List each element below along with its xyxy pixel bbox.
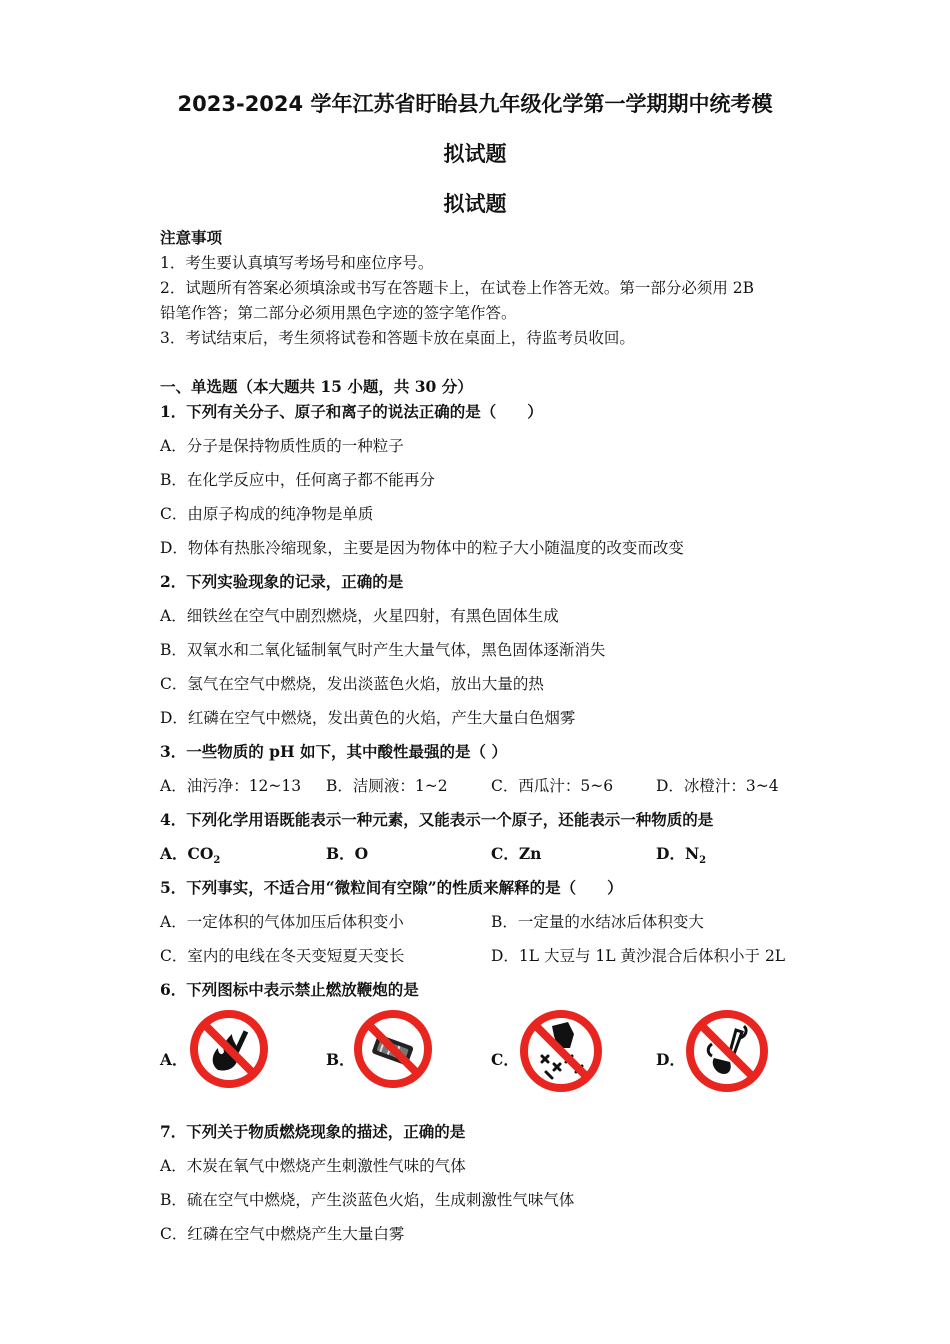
q2-option-a: A．细铁丝在空气中剧烈燃烧，火星四射，有黑色固体生成	[160, 607, 559, 625]
q7-option-c: C．红磷在空气中燃烧产生大量白雾	[160, 1225, 405, 1243]
q3-option-a: A．油污净：12~13	[160, 777, 302, 795]
q4-option-b: B．O	[326, 844, 369, 863]
notice-item-1: 1．考生要认真填写考场号和座位序号。	[160, 254, 434, 272]
q1-option-c: C．由原子构成的纯净物是单质	[160, 505, 374, 523]
q4-option-a-subscript: 2	[213, 855, 221, 867]
q2-stem: 2．下列实验现象的记录，正确的是	[160, 572, 404, 591]
q7-option-a: A．木炭在氧气中燃烧产生刺激性气味的气体	[160, 1157, 466, 1175]
q3-option-c: C．西瓜汁：5~6	[491, 777, 614, 795]
q1-option-d: D．物体有热胀冷缩现象，主要是因为物体中的粒子大小随温度的改变而改变	[160, 539, 684, 557]
exam-title-line1: 2023-2024 学年江苏省盱眙县九年级化学第一学期期中统考模	[177, 92, 773, 116]
q4-option-d-text: D．N	[656, 844, 700, 863]
q6-option-a-label: A．	[160, 1050, 188, 1069]
notice-item-3: 3．考试结束后，考生须将试卷和答题卡放在桌面上，待监考员收回。	[160, 329, 635, 347]
q4-option-c: C．Zn	[491, 844, 542, 863]
q7-option-b: B．硫在空气中燃烧，产生淡蓝色火焰，生成刺激性气味气体	[160, 1191, 575, 1209]
q2-option-c: C．氢气在空气中燃烧，发出淡蓝色火焰，放出大量的热	[160, 675, 544, 693]
q1-option-a: A．分子是保持物质性质的一种粒子	[160, 437, 404, 455]
q2-option-b: B．双氧水和二氧化锰制氧气时产生大量气体，黑色固体逐渐消失	[160, 641, 606, 659]
no-fire-icon	[188, 1008, 270, 1090]
q5-stem: 5．下列事实，不适合用“微粒间有空隙”的性质来解释的是（ ）	[160, 878, 623, 897]
no-explosives-icon	[518, 1008, 604, 1094]
notice-item-2b: 铅笔作答；第二部分必须用黑色字迹的签字笔作答。	[160, 304, 517, 322]
q4-stem: 4．下列化学用语既能表示一种元素，又能表示一个原子，还能表示一种物质的是	[160, 810, 714, 829]
q4-option-a	[160, 842, 220, 866]
q2-option-d: D．红磷在空气中燃烧，发出黄色的火焰，产生大量白色烟雾	[160, 709, 576, 727]
q6-option-d-label: D．	[656, 1050, 685, 1069]
notice-heading: 注意事项	[160, 228, 223, 247]
q6-stem: 6．下列图标中表示禁止燃放鞭炮的是	[160, 980, 419, 999]
q7-stem: 7．下列关于物质燃烧现象的描述，正确的是	[160, 1122, 466, 1141]
q1-option-b: B．在化学反应中，任何离子都不能再分	[160, 471, 435, 489]
q3-stem: 3．一些物质的 pH 如下，其中酸性最强的是（ ）	[160, 742, 507, 761]
q4-option-a-text: A．CO	[160, 844, 214, 863]
q3-option-d: D．冰橙汁：3~4	[656, 777, 779, 795]
q3-option-b: B．洁厕液：1~2	[326, 777, 448, 795]
q6-option-b-label: B．	[326, 1050, 355, 1069]
section-heading: 一、单选题（本大题共 15 小题，共 30 分）	[160, 377, 473, 396]
no-firecracker-icon	[352, 1008, 434, 1090]
q5-option-a: A．一定体积的气体加压后体积变小	[160, 913, 404, 931]
q5-option-b: B．一定量的水结冰后体积变大	[491, 913, 704, 931]
no-smoking-icon	[684, 1008, 770, 1094]
q1-stem: 1．下列有关分子、原子和离子的说法正确的是（ ）	[160, 402, 543, 421]
q5-option-d: D．1L 大豆与 1L 黄沙混合后体积小于 2L	[491, 947, 786, 965]
exam-title-line3: 拟试题	[443, 192, 507, 216]
q6-option-c-label: C．	[491, 1050, 519, 1069]
notice-item-2a: 2．试题所有答案必须填涂或书写在答题卡上，在试卷上作答无效。第一部分必须用 2B	[160, 279, 755, 297]
q4-option-d	[656, 842, 706, 866]
q4-option-d-subscript: 2	[699, 855, 707, 867]
q5-option-c: C．室内的电线在冬天变短夏天变长	[160, 947, 405, 965]
exam-title-line2: 拟试题	[443, 142, 507, 166]
